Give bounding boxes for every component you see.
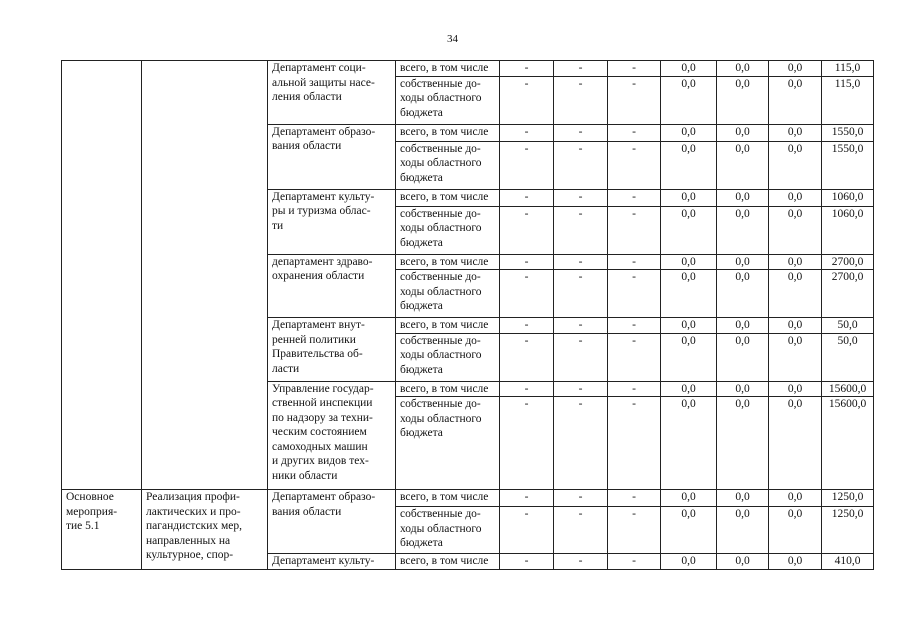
event-description-cell	[142, 61, 268, 490]
value-cell: 0,0	[661, 254, 717, 270]
value-cell: -	[608, 206, 661, 254]
value-cell: -	[608, 507, 661, 554]
value-cell: -	[554, 206, 608, 254]
value-cell: -	[554, 189, 608, 206]
value-cell: 1250,0	[822, 507, 874, 554]
value-cell: 0,0	[717, 141, 769, 189]
value-cell: -	[608, 333, 661, 381]
value-cell: 0,0	[717, 189, 769, 206]
value-cell: -	[500, 254, 554, 270]
value-cell: 0,0	[769, 397, 822, 490]
funding-source-cell: собственные до- ходы областного бюджета	[396, 141, 500, 189]
funding-source-cell: всего, в том числе	[396, 189, 500, 206]
value-cell: 0,0	[769, 381, 822, 397]
value-cell: 0,0	[717, 381, 769, 397]
value-cell: -	[500, 507, 554, 554]
value-cell: 0,0	[717, 318, 769, 334]
funding-source-cell: всего, в том числе	[396, 554, 500, 570]
value-cell: 0,0	[717, 554, 769, 570]
funding-source-cell: всего, в том числе	[396, 61, 500, 77]
value-cell: 115,0	[822, 76, 874, 124]
value-cell: -	[500, 76, 554, 124]
value-cell: 1060,0	[822, 189, 874, 206]
funding-source-cell: всего, в том числе	[396, 490, 500, 507]
value-cell: -	[608, 141, 661, 189]
department-cell: департамент здраво- охранения области	[268, 254, 396, 318]
department-cell: Департамент внут- ренней политики Правительства об- ласти	[268, 318, 396, 382]
value-cell: -	[554, 76, 608, 124]
value-cell: 15600,0	[822, 397, 874, 490]
value-cell: 0,0	[769, 76, 822, 124]
value-cell: 0,0	[769, 490, 822, 507]
value-cell: 0,0	[769, 141, 822, 189]
value-cell: 115,0	[822, 61, 874, 77]
value-cell: 0,0	[661, 397, 717, 490]
value-cell: 0,0	[769, 507, 822, 554]
table-row	[62, 61, 874, 77]
value-cell: 50,0	[822, 318, 874, 334]
value-cell: -	[500, 141, 554, 189]
value-cell: -	[608, 490, 661, 507]
value-cell: 1550,0	[822, 124, 874, 141]
department-cell: Департамент соци- альной защиты насе- ления области	[268, 61, 396, 125]
event-description-cell: Реализация профи- лактических и про- пагандистских мер, направленных на культурное, спор-	[142, 490, 268, 570]
funding-source-cell: всего, в том числе	[396, 381, 500, 397]
value-cell: -	[500, 124, 554, 141]
department-cell: Департамент культу-	[268, 554, 396, 570]
value-cell: -	[500, 189, 554, 206]
value-cell: 0,0	[661, 76, 717, 124]
value-cell: 0,0	[717, 490, 769, 507]
table-row	[62, 490, 874, 507]
event-number-cell: Основное мероприя- тие 5.1	[62, 490, 142, 570]
page-number: 34	[447, 33, 458, 45]
value-cell: -	[554, 270, 608, 318]
funding-source-cell: собственные до- ходы областного бюджета	[396, 507, 500, 554]
value-cell: 0,0	[661, 141, 717, 189]
value-cell: -	[608, 318, 661, 334]
value-cell: 1060,0	[822, 206, 874, 254]
value-cell: 0,0	[661, 124, 717, 141]
value-cell: 0,0	[769, 318, 822, 334]
value-cell: -	[500, 61, 554, 77]
event-number-cell	[62, 61, 142, 490]
value-cell: 0,0	[717, 270, 769, 318]
value-cell: 0,0	[661, 318, 717, 334]
value-cell: -	[500, 318, 554, 334]
value-cell: 0,0	[661, 490, 717, 507]
budget-table	[61, 60, 874, 570]
value-cell: 1250,0	[822, 490, 874, 507]
value-cell: 0,0	[661, 554, 717, 570]
value-cell: -	[554, 381, 608, 397]
value-cell: 0,0	[769, 206, 822, 254]
funding-source-cell: собственные до- ходы областного бюджета	[396, 333, 500, 381]
value-cell: -	[554, 507, 608, 554]
funding-source-cell: всего, в том числе	[396, 254, 500, 270]
value-cell: -	[554, 124, 608, 141]
value-cell: 2700,0	[822, 254, 874, 270]
value-cell: -	[608, 254, 661, 270]
value-cell: -	[554, 397, 608, 490]
value-cell: 0,0	[769, 333, 822, 381]
value-cell: -	[554, 318, 608, 334]
value-cell: -	[500, 397, 554, 490]
funding-source-cell: собственные до- ходы областного бюджета	[396, 397, 500, 490]
value-cell: -	[554, 61, 608, 77]
value-cell: 2700,0	[822, 270, 874, 318]
funding-source-cell: всего, в том числе	[396, 124, 500, 141]
value-cell: -	[500, 270, 554, 318]
value-cell: 0,0	[769, 270, 822, 318]
value-cell: 0,0	[717, 76, 769, 124]
department-cell: Департамент образо- вания области	[268, 490, 396, 554]
value-cell: -	[608, 189, 661, 206]
value-cell: -	[554, 254, 608, 270]
value-cell: 0,0	[717, 507, 769, 554]
value-cell: 0,0	[769, 189, 822, 206]
value-cell: 0,0	[661, 507, 717, 554]
value-cell: 0,0	[661, 189, 717, 206]
value-cell: 1550,0	[822, 141, 874, 189]
funding-source-cell: собственные до- ходы областного бюджета	[396, 270, 500, 318]
value-cell: -	[500, 333, 554, 381]
value-cell: 0,0	[717, 333, 769, 381]
value-cell: 0,0	[661, 270, 717, 318]
value-cell: 0,0	[769, 554, 822, 570]
value-cell: -	[554, 554, 608, 570]
value-cell: 0,0	[717, 61, 769, 77]
value-cell: -	[554, 490, 608, 507]
value-cell: 0,0	[717, 124, 769, 141]
value-cell: 410,0	[822, 554, 874, 570]
value-cell: -	[500, 490, 554, 507]
funding-source-cell: собственные до- ходы областного бюджета	[396, 76, 500, 124]
value-cell: -	[608, 76, 661, 124]
value-cell: 0,0	[717, 254, 769, 270]
funding-source-cell: всего, в том числе	[396, 318, 500, 334]
value-cell: 0,0	[717, 397, 769, 490]
department-cell: Управление государ- ственной инспекции по надзору за техни- ческим состоянием самоходных машин и других видов тех- ники области	[268, 381, 396, 490]
value-cell: -	[500, 206, 554, 254]
funding-source-cell: собственные до- ходы областного бюджета	[396, 206, 500, 254]
value-cell: 0,0	[661, 61, 717, 77]
value-cell: -	[554, 141, 608, 189]
value-cell: -	[554, 333, 608, 381]
value-cell: -	[500, 381, 554, 397]
value-cell: 0,0	[661, 381, 717, 397]
value-cell: 0,0	[769, 254, 822, 270]
department-cell: Департамент образо- вания области	[268, 124, 396, 189]
value-cell: 0,0	[717, 206, 769, 254]
value-cell: -	[608, 554, 661, 570]
value-cell: 0,0	[769, 124, 822, 141]
value-cell: 0,0	[769, 61, 822, 77]
department-cell: Департамент культу- ры и туризма облас- ти	[268, 189, 396, 254]
value-cell: -	[500, 554, 554, 570]
value-cell: 15600,0	[822, 381, 874, 397]
value-cell: 0,0	[661, 333, 717, 381]
value-cell: -	[608, 270, 661, 318]
value-cell: -	[608, 61, 661, 77]
value-cell: 0,0	[661, 206, 717, 254]
value-cell: -	[608, 397, 661, 490]
value-cell: -	[608, 381, 661, 397]
value-cell: -	[608, 124, 661, 141]
value-cell: 50,0	[822, 333, 874, 381]
